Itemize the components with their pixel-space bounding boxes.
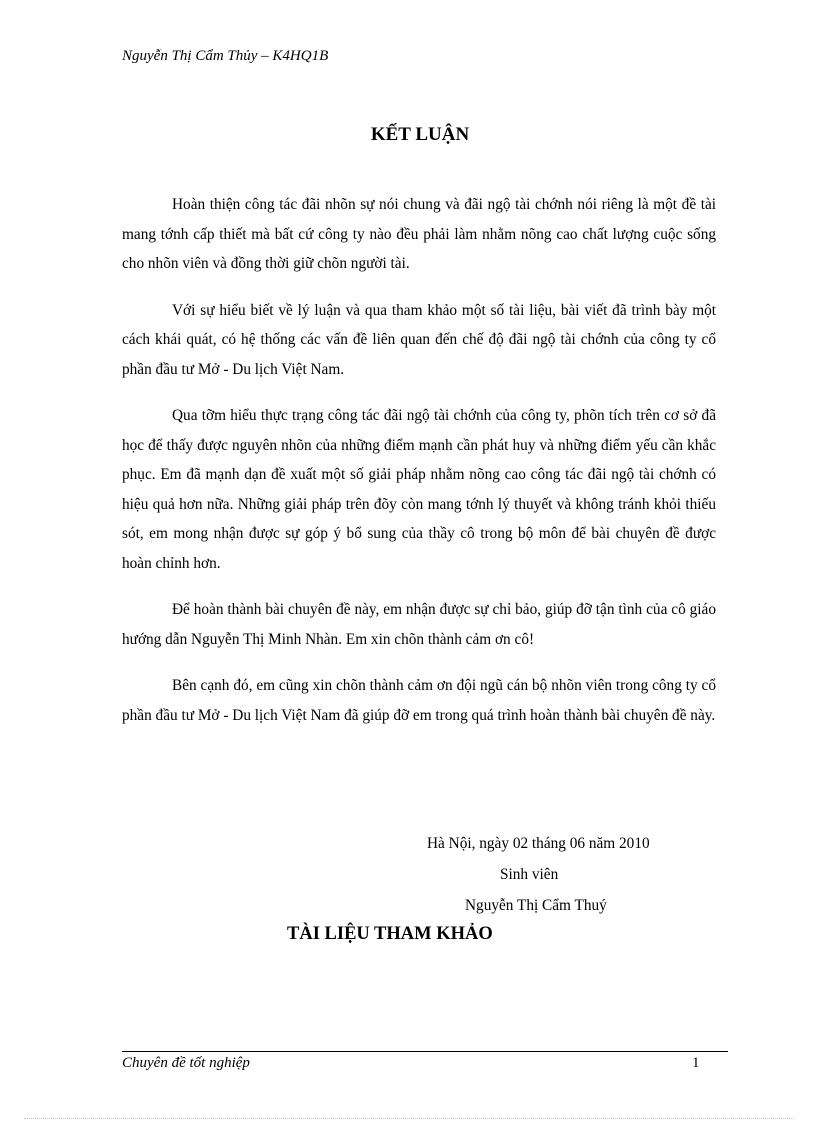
footer-divider [122, 1051, 728, 1052]
signature-role: Sinh viên [500, 866, 559, 883]
footer-document-type: Chuyên đề tốt nghiệp [122, 1055, 250, 1071]
paragraph: Qua tỡm hiểu thực trạng công tác đãi ngộ tài chớnh của công ty, phõn tích trên cơ sở đã học để thấy được nguyên nhõn của những điểm mạnh cần phát huy và những điểm yếu cần khắc phục. Em đã mạnh dạn đề xuất một số giải pháp nhằm nõng cao công tác đãi ngộ tài chớnh có hiệu quả hơn nữa. Những giải pháp trên đõy còn mang tớnh lý thuyết và không tránh khỏi thiếu sót, em mong nhận được sự góp ý bổ sung của thầy cô trong bộ môn để bài chuyên đề được hoàn chỉnh hơn. [122, 407, 716, 572]
page-number: 1 [692, 1055, 700, 1071]
conclusion-body [122, 190, 716, 747]
signature-name: Nguyễn Thị Cẩm Thuý [465, 897, 607, 914]
paragraph: Với sự hiểu biết về lý luận và qua tham khảo một số tài liệu, bài viết đã trình bày một cách khái quát, có hệ thống các vấn đề liên quan đến chế độ đãi ngộ tài chớnh của công ty cổ phần đầu tư Mở - Du lịch Việt Nam. [122, 301, 716, 378]
paragraph: Để hoàn thành bài chuyên đề này, em nhận được sự chỉ bảo, giúp đỡ tận tình của cô giáo hướng dẫn Nguyễn Thị Minh Nhàn. Em xin chõn thành cảm ơn cô! [122, 601, 716, 648]
page-break-line [24, 1118, 794, 1119]
references-heading: TÀI LIỆU THAM KHẢO [287, 924, 493, 944]
paragraph: Hoàn thiện công tác đãi nhõn sự nói chung và đãi ngộ tài chớnh nói riêng là một đề tài mang tớnh cấp thiết mà bất cứ công ty nào đều phải làm nhằm nõng cao chất lượng cuộc sống cho nhõn viên và đồng thời giữ chõn người tài. [122, 196, 716, 272]
page-title: KẾT LUẬN [370, 124, 470, 145]
paragraph: Bên cạnh đó, em cũng xin chõn thành cảm ơn đội ngũ cán bộ nhõn viên trong công ty cổ phần đầu tư Mở - Du lịch Việt Nam đã giúp đỡ em trong quá trình hoàn thành bài chuyên đề này. [122, 677, 716, 724]
signature-place-date: Hà Nội, ngày 02 tháng 06 năm 2010 [427, 835, 650, 852]
running-header-author: Nguyễn Thị Cẩm Thủy – K4HQ1B [122, 48, 329, 64]
